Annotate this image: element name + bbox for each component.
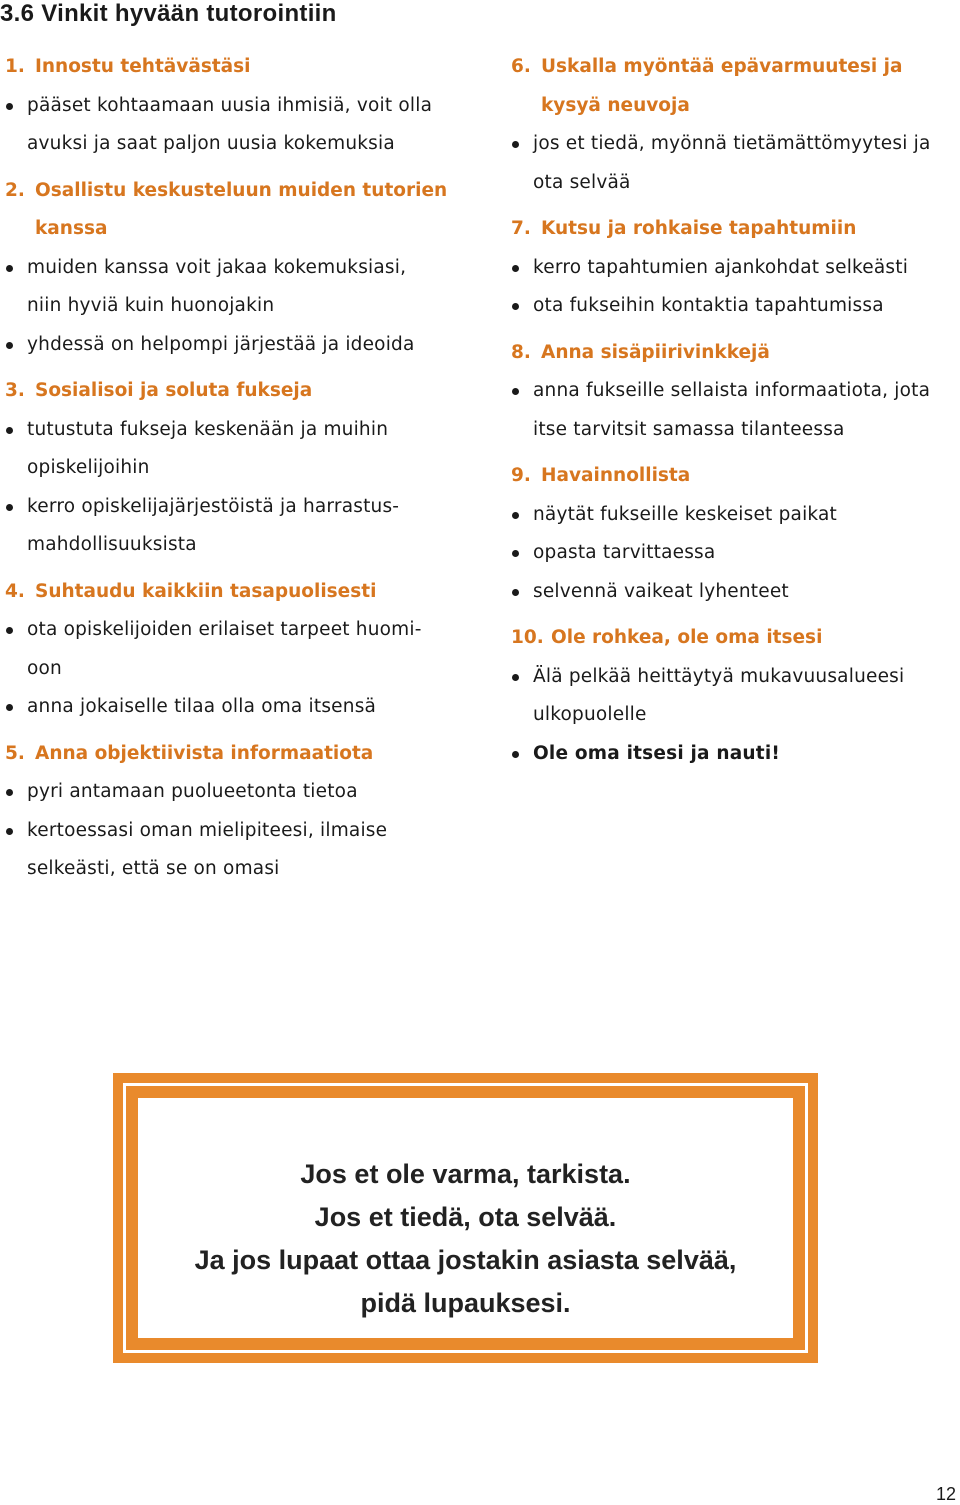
bullet-icon <box>6 427 13 434</box>
list-item: opasta tarvittaessa <box>511 534 960 573</box>
bullet-icon <box>6 627 13 634</box>
list-item: Ole oma itsesi ja nauti! <box>511 735 960 774</box>
bullet-list-5 <box>5 773 455 889</box>
section-number: 3. <box>5 380 25 401</box>
bullet-list-3 <box>5 411 455 565</box>
section-title-text: Kutsu ja rohkaise tapahtumiin <box>541 218 857 239</box>
section-title-3 <box>5 372 455 411</box>
list-item: Älä pelkää heittäytyä mukavuusalueesi ulkopuolelle <box>511 658 943 735</box>
section-number: 9. <box>511 465 531 486</box>
section-number: 1. <box>5 56 25 77</box>
section-title-1 <box>5 48 455 87</box>
bullet-list-2 <box>5 249 455 365</box>
section-number: 6. <box>511 56 531 77</box>
section-number: 5. <box>5 742 25 764</box>
bullet-list-7 <box>511 249 960 326</box>
section-title-9 <box>511 457 960 496</box>
right-column <box>511 48 960 781</box>
bullet-icon <box>6 828 13 835</box>
quote-text <box>135 1153 796 1325</box>
bullet-icon <box>6 704 13 711</box>
bullet-list-10 <box>511 658 960 774</box>
bullet-list-4 <box>5 611 455 727</box>
bullet-list-6 <box>511 125 960 202</box>
section-title-4 <box>5 573 455 612</box>
bullet-icon <box>6 342 13 349</box>
section-title-text: Innostu tehtävästäsi <box>35 56 251 77</box>
section-title-text: Havainnollista <box>541 465 691 486</box>
section-title-8 <box>511 334 960 373</box>
page-title: 3.6 Vinkit hyvään tutorointiin <box>0 0 337 27</box>
list-item: selvennä vaikeat lyhenteet <box>511 573 960 612</box>
bullet-icon <box>512 388 519 395</box>
quote-frame <box>113 1073 818 1363</box>
section-title-text: Ole rohkea, ole oma itsesi <box>551 627 823 648</box>
quote-line-2: Jos et tiedä, ota selvää. <box>314 1202 617 1232</box>
section-number: 10. <box>511 627 544 648</box>
quote-line-4: pidä lupauksesi. <box>360 1288 571 1318</box>
bullet-icon <box>512 303 519 310</box>
bullet-icon <box>512 141 519 148</box>
list-item: pääset kohtaamaan uusia ihmisiä, voit olla avuksi ja saat paljon uusia kokemuksia <box>5 87 457 164</box>
list-item: ota opiskelijoiden erilaiset tarpeet huomi-oon <box>5 611 447 688</box>
bullet-list-1 <box>5 87 455 164</box>
section-title-text: Anna objektiivista informaatiota <box>35 742 374 764</box>
bullet-list-8 <box>511 372 960 449</box>
section-number: 4. <box>5 580 25 602</box>
bullet-icon <box>512 589 519 596</box>
bullet-icon <box>6 504 13 511</box>
section-title-text: Osallistu keskusteluun muiden tutorien kanssa <box>35 179 448 239</box>
list-item: anna jokaiselle tilaa olla oma itsensä <box>5 688 455 727</box>
bullet-icon <box>6 265 13 272</box>
bullet-icon <box>512 512 519 519</box>
section-title-text: Sosialisoi ja soluta fukseja <box>35 380 313 401</box>
list-item: kerro opiskelijajärjestöistä ja harrastus-mahdollisuuksista <box>5 488 427 565</box>
bullet-icon <box>512 550 519 557</box>
bullet-icon <box>6 789 13 796</box>
left-column <box>5 48 455 897</box>
bullet-icon <box>6 103 13 110</box>
bullet-list-9 <box>511 496 960 612</box>
section-title-6 <box>511 48 960 125</box>
section-title-text: Anna sisäpiirivinkkejä <box>541 341 770 363</box>
list-item: ota fukseihin kontaktia tapahtumissa <box>511 287 960 326</box>
list-item: anna fukseille sellaista informaatiota, jota itse tarvitsit samassa tilanteessa <box>511 372 960 449</box>
section-title-text: Suhtaudu kaikkiin tasapuolisesti <box>35 580 377 602</box>
section-title-7 <box>511 210 960 249</box>
section-number: 7. <box>511 218 531 239</box>
list-item: pyri antamaan puolueetonta tietoa <box>5 773 455 812</box>
section-title-10 <box>511 619 960 658</box>
list-item: kertoessasi oman mielipiteesi, ilmaise selkeästi, että se on omasi <box>5 812 447 889</box>
bullet-icon <box>512 751 519 758</box>
quote-line-1: Jos et ole varma, tarkista. <box>300 1159 631 1189</box>
quote-line-3: Ja jos lupaat ottaa jostakin asiasta selvää, <box>194 1245 737 1275</box>
list-item: kerro tapahtumien ajankohdat selkeästi <box>511 249 960 288</box>
section-title-2 <box>5 172 455 249</box>
list-item: jos et tiedä, myönnä tietämättömyytesi ja ota selvää <box>511 125 960 202</box>
section-number: 2. <box>5 179 25 201</box>
list-item: tutustuta fukseja keskenään ja muihin opiskelijoihin <box>5 411 427 488</box>
list-item: näytät fukseille keskeiset paikat <box>511 496 960 535</box>
bullet-icon <box>512 674 519 681</box>
section-number: 8. <box>511 341 531 363</box>
list-item: muiden kanssa voit jakaa kokemuksiasi, niin hyviä kuin huonojakin <box>5 249 427 326</box>
bullet-icon <box>512 265 519 272</box>
section-title-text: Uskalla myöntää epävarmuutesi ja kysyä neuvoja <box>541 56 903 116</box>
list-item: yhdessä on helpompi järjestää ja ideoida <box>5 326 455 365</box>
section-title-5 <box>5 735 455 774</box>
page-number: 12 <box>935 1484 956 1504</box>
